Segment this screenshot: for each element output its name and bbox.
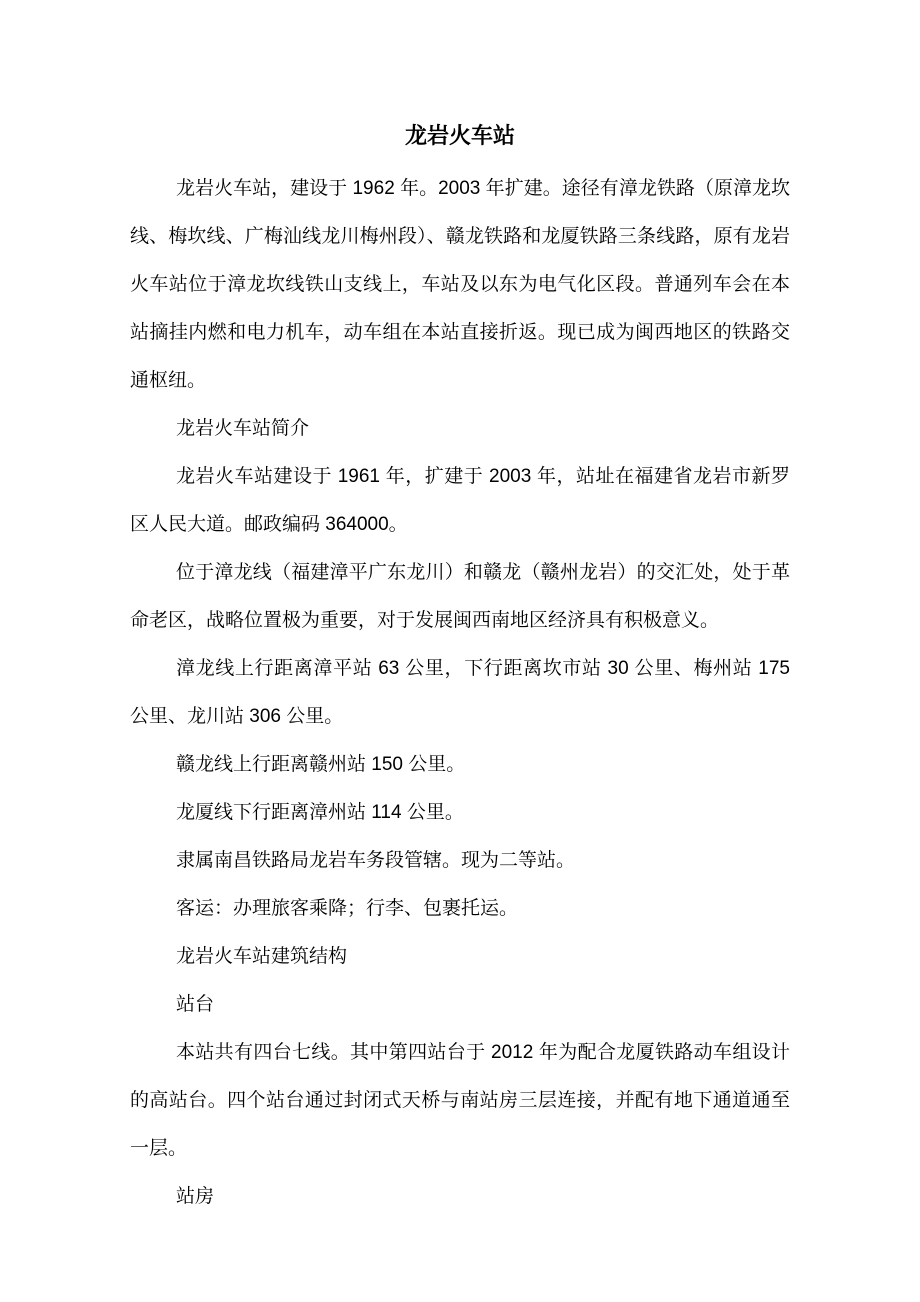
- paragraph: 龙岩火车站，建设于 1962 年。2003 年扩建。途径有漳龙铁路（原漳龙坎线、梅坎线、广梅汕线龙川梅州段）、赣龙铁路和龙厦铁路三条线路，原有龙岩火车站位于漳龙坎线铁山支线上，车站及以东为电气化区段。普通列车会在本站摘挂内燃和电力机车，动车组在本站直接折返。现已成为闽西地区的铁路交通枢纽。: [130, 178, 790, 391]
- document-title: 龙岩火车站: [404, 123, 515, 148]
- paragraph: 隶属南昌铁路局龙岩车务段管辖。现为二等站。: [176, 850, 576, 871]
- document-body: [130, 165, 790, 1221]
- paragraph: 漳龙线上行距离漳平站 63 公里，下行距离坎市站 30 公里、梅州站 175 公里、龙川站 306 公里。: [130, 658, 790, 727]
- paragraph: 客运：办理旅客乘降；行李、包裹托运。: [176, 898, 519, 919]
- section-heading: 站房: [176, 1186, 215, 1207]
- paragraph: 位于漳龙线（福建漳平广东龙川）和赣龙（赣州龙岩）的交汇处，处于革命老区，战略位置极为重要，对于发展闽西南地区经济具有积极意义。: [130, 562, 790, 631]
- section-heading: 站台: [176, 994, 215, 1015]
- paragraph: 龙岩火车站建设于 1961 年，扩建于 2003 年，站址在福建省龙岩市新罗区人民大道。邮政编码 364000。: [130, 466, 790, 535]
- section-heading: 龙岩火车站建筑结构: [176, 946, 348, 967]
- section-heading: 龙岩火车站简介: [176, 418, 310, 439]
- paragraph: 本站共有四台七线。其中第四站台于 2012 年为配合龙厦铁路动车组设计的高站台。四个站台通过封闭式天桥与南站房三层连接，并配有地下通道通至一层。: [130, 1042, 790, 1159]
- paragraph: 赣龙线上行距离赣州站 150 公里。: [176, 754, 466, 775]
- paragraph: 龙厦线下行距离漳州站 114 公里。: [176, 802, 464, 823]
